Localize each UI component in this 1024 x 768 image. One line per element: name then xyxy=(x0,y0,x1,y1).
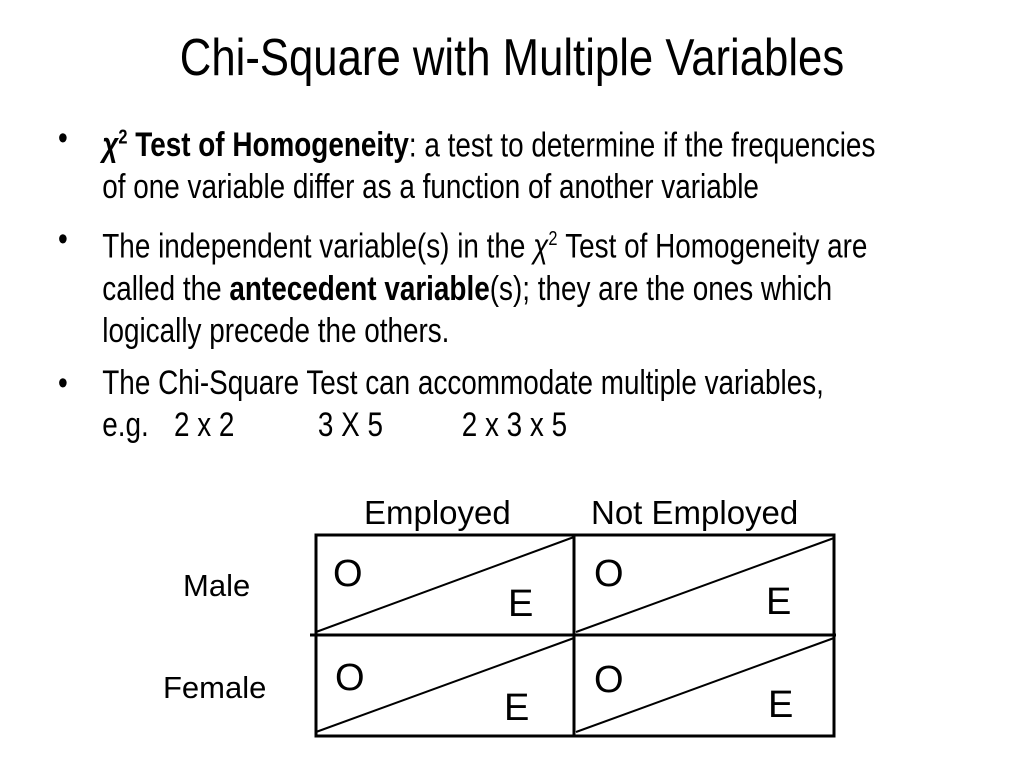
observed-label: O xyxy=(335,657,365,699)
example-item: 3 X 5 xyxy=(317,405,383,444)
bold-term: antecedent variable xyxy=(229,269,490,308)
bullet-dot: • xyxy=(58,363,68,402)
column-header-not-employed: Not Employed xyxy=(591,494,799,531)
examples-prefix: e.g. xyxy=(102,405,149,444)
bullet-dot: • xyxy=(58,220,68,259)
row-header-male: Male xyxy=(183,568,251,603)
bullet-text: Test of Homogeneity are called the xyxy=(102,227,868,308)
bullet-text: : a test to determine if the frequencies of one variable differ as a function of another variable xyxy=(102,126,876,207)
slide-title: Chi-Square with Multiple Variables xyxy=(179,29,845,87)
expected-label: E xyxy=(504,687,530,729)
chi-symbol: χ xyxy=(533,227,549,266)
expected-label: E xyxy=(768,684,794,726)
superscript: 2 xyxy=(118,127,128,149)
bold-term: Test of Homogeneity xyxy=(127,126,409,165)
bullet-text: (s); they are the ones which logically precede the others. xyxy=(102,269,833,350)
example-item: 2 x 2 xyxy=(173,405,235,444)
observed-label: O xyxy=(594,659,624,701)
example-item: 2 x 3 x 5 xyxy=(461,405,568,444)
bullet-text: The independent variable(s) in the xyxy=(102,227,534,266)
observed-label: O xyxy=(333,553,363,595)
expected-label: E xyxy=(508,583,534,625)
expected-label: E xyxy=(766,581,792,623)
bullet-dot: • xyxy=(58,119,68,157)
superscript: 2 xyxy=(548,228,558,251)
bullet-text: The Chi-Square Test can accommodate multiple variables, xyxy=(102,363,824,402)
chi-symbol: χ xyxy=(102,126,119,165)
column-header-employed: Employed xyxy=(364,494,511,531)
observed-label: O xyxy=(594,553,624,595)
row-header-female: Female xyxy=(163,670,267,705)
